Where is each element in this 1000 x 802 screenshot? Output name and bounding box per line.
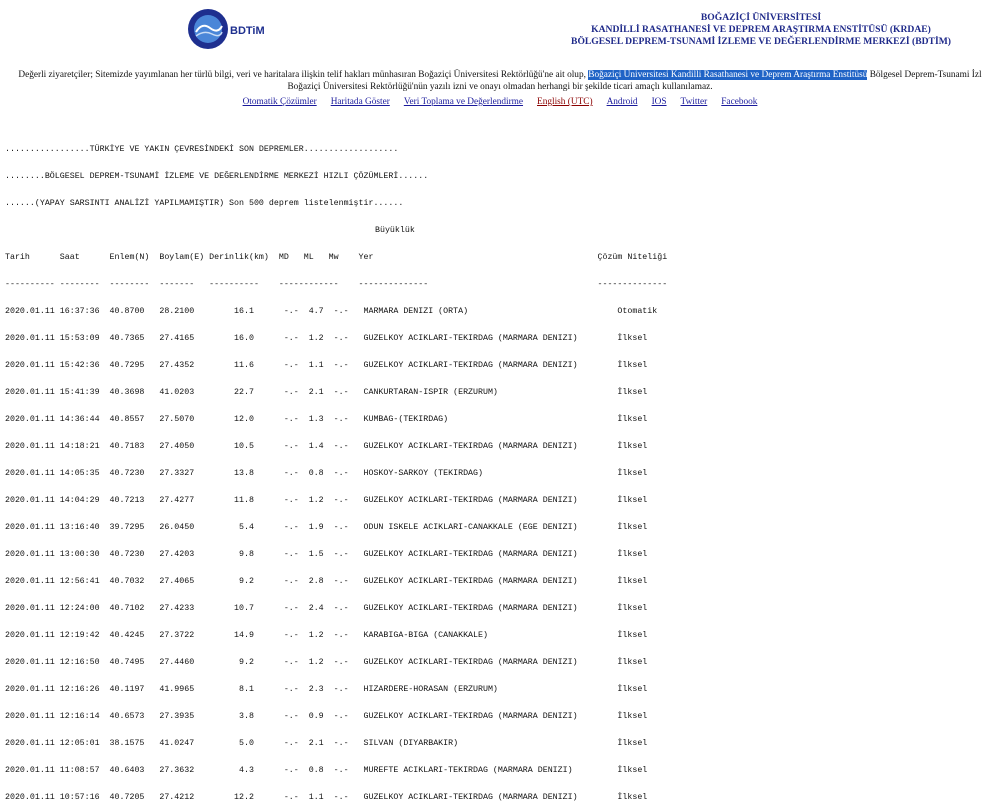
institution-title — [526, 12, 996, 49]
list-row: 2020.01.11 12:05:01 38.1575 41.0247 5.0 -.- 2.1 -.- SILVAN (DIYARBAKIR) İlksel — [5, 739, 648, 748]
list-row: 2020.01.11 16:37:36 40.8700 28.2100 16.1 -.- 4.7 -.- MARMARA DENIZI (ORTA) Otomatik — [5, 307, 658, 316]
list-row: 2020.01.11 12:24:00 40.7102 27.4233 10.7 -.- 2.4 -.- GUZELKOY ACIKLARI-TEKIRDAG (MARMARA DENIZI) İlksel — [5, 604, 648, 613]
nav-android[interactable]: Android — [606, 97, 638, 107]
institution-line-3: BÖLGESEL DEPREM-TSUNAMİ İZLEME VE DEĞERLENDİRME MERKEZİ (BDTİM) — [571, 36, 951, 48]
logo-text: BDTiM — [230, 25, 265, 37]
list-row: 2020.01.11 11:08:57 40.6403 27.3632 4.3 -.- 0.8 -.- MUREFTE ACIKLARI-TEKIRDAG (MARMARA DENIZI) İlksel — [5, 766, 648, 775]
list-row: 2020.01.11 14:05:35 40.7230 27.3327 13.8 -.- 0.8 -.- HOSKOY-SARKOY (TEKIRDAG) İlksel — [5, 469, 648, 478]
earthquake-list — [5, 127, 667, 802]
list-row: 2020.01.11 13:00:30 40.7230 27.4203 9.8 -.- 1.5 -.- GUZELKOY ACIKLARI-TEKIRDAG (MARMARA DENIZI) İlksel — [5, 550, 648, 559]
list-row: 2020.01.11 15:41:39 40.3698 41.0203 22.7 -.- 2.1 -.- CANKURTARAN-ISPIR (ERZURUM) İlksel — [5, 388, 648, 397]
institution-line-1: BOĞAZİÇİ ÜNİVERSİTESİ — [700, 12, 822, 23]
list-heading-3: ......(YAPAY SARSINTI ANALİZİ YAPILMAMIŞTIR) Son 500 deprem listelenmiştir...... — [5, 199, 404, 208]
nav-data-collection[interactable]: Veri Toplama ve Değerlendirme — [403, 97, 524, 107]
list-row: 2020.01.11 15:53:09 40.7365 27.4165 16.0 -.- 1.2 -.- GUZELKOY ACIKLARI-TEKIRDAG (MARMARA DENIZI) İlksel — [5, 334, 648, 343]
header-separator: ---------- -------- -------- ------- ---------- ------------ -------------- -------------- — [5, 280, 668, 289]
list-row: 2020.01.11 12:16:50 40.7495 27.4460 9.2 -.- 1.2 -.- GUZELKOY ACIKLARI-TEKIRDAG (MARMARA DENIZI) İlksel — [5, 658, 648, 667]
nav-ios[interactable]: IOS — [651, 97, 667, 107]
list-row: 2020.01.11 12:19:42 40.4245 27.3722 14.9 -.- 1.2 -.- KARABIGA-BIGA (CANAKKALE) İlksel — [5, 631, 648, 640]
nav-english[interactable]: English (UTC) — [537, 97, 593, 107]
nav-facebook[interactable]: Facebook — [721, 97, 758, 107]
notice-line-2: Boğaziçi Üniversitesi Rektörlüğü'nün yazılı izni ve onayı olmadan herhangi bir şekilde ticari amaçlı kullanılamaz. — [287, 81, 713, 92]
notice-line-1 — [0, 70, 1000, 82]
list-row: 2020.01.11 13:16:40 39.7295 26.0450 5.4 -.- 1.9 -.- ODUN ISKELE ACIKLARI-CANAKKALE (EGE DENIZI) İlksel — [5, 523, 648, 532]
nav-links — [0, 97, 1000, 107]
list-heading-1: .................TÜRKİYE VE YAKIN ÇEVRESİNDEKİ SON DEPREMLER................... — [5, 145, 399, 154]
notice-text-after: Bölgesel Deprem-Tsunami İzl — [867, 70, 982, 80]
list-heading-2: ........BÖLGESEL DEPREM-TSUNAMİ İZLEME VE DEĞERLENDİRME MERKEZİ HIZLI ÇÖZÜMLERİ...... — [5, 172, 429, 181]
notice-text-before: Değerli ziyaretçiler; Sitemizde yayımlanan her türlü bilgi, veri ve haritalara ilişkin telif hakları münhasıran Boğaziçi Üniversitesi Rektörlüğü'ne ait olup, — [18, 70, 589, 80]
list-row: 2020.01.11 14:04:29 40.7213 27.4277 11.8 -.- 1.2 -.- GUZELKOY ACIKLARI-TEKIRDAG (MARMARA DENIZI) İlksel — [5, 496, 648, 505]
nav-twitter[interactable]: Twitter — [680, 97, 708, 107]
list-row: 2020.01.11 12:16:26 40.1197 41.9965 8.1 -.- 2.3 -.- HIZARDERE-HORASAN (ERZURUM) İlksel — [5, 685, 648, 694]
list-row: 2020.01.11 14:36:44 40.8557 27.5070 12.0 -.- 1.3 -.- KUMBAG-(TEKIRDAG) İlksel — [5, 415, 648, 424]
list-row: 2020.01.11 14:18:21 40.7183 27.4050 10.5 -.- 1.4 -.- GUZELKOY ACIKLARI-TEKIRDAG (MARMARA DENIZI) İlksel — [5, 442, 648, 451]
list-row: 2020.01.11 10:57:16 40.7205 27.4212 12.2 -.- 1.1 -.- GUZELKOY ACIKLARI-TEKIRDAG (MARMARA DENIZI) İlksel — [5, 793, 648, 802]
institution-line-2: KANDİLLİ RASATHANESİ VE DEPREM ARAŞTIRMA ENSTİTÜSÜ (KRDAE) — [591, 24, 931, 36]
bdtim-logo — [186, 4, 266, 54]
list-row: 2020.01.11 15:42:36 40.7295 27.4352 11.6 -.- 1.1 -.- GUZELKOY ACIKLARI-TEKIRDAG (MARMARA DENIZI) İlksel — [5, 361, 648, 370]
site-header — [0, 0, 1000, 62]
nav-show-on-map[interactable]: Haritada Göster — [330, 97, 390, 107]
column-headers: Tarih Saat Enlem(N) Boylam(E) Derinlik(km) MD ML Mw Yer Çözüm Niteliği — [5, 253, 668, 262]
list-row: 2020.01.11 12:16:14 40.6573 27.3935 3.8 -.- 0.9 -.- GUZELKOY ACIKLARI-TEKIRDAG (MARMARA DENIZI) İlksel — [5, 712, 648, 721]
magnitude-header: Büyüklük — [375, 226, 415, 235]
nav-automatic-solutions[interactable]: Otomatik Çözümler — [242, 97, 317, 107]
notice-highlight: Boğaziçi Üniversitesi Kandilli Rasathanesi ve Deprem Araştırma Enstitüsü — [588, 70, 868, 80]
list-row: 2020.01.11 12:56:41 40.7032 27.4065 9.2 -.- 2.8 -.- GUZELKOY ACIKLARI-TEKIRDAG (MARMARA DENIZI) İlksel — [5, 577, 648, 586]
copyright-notice — [0, 70, 1000, 93]
